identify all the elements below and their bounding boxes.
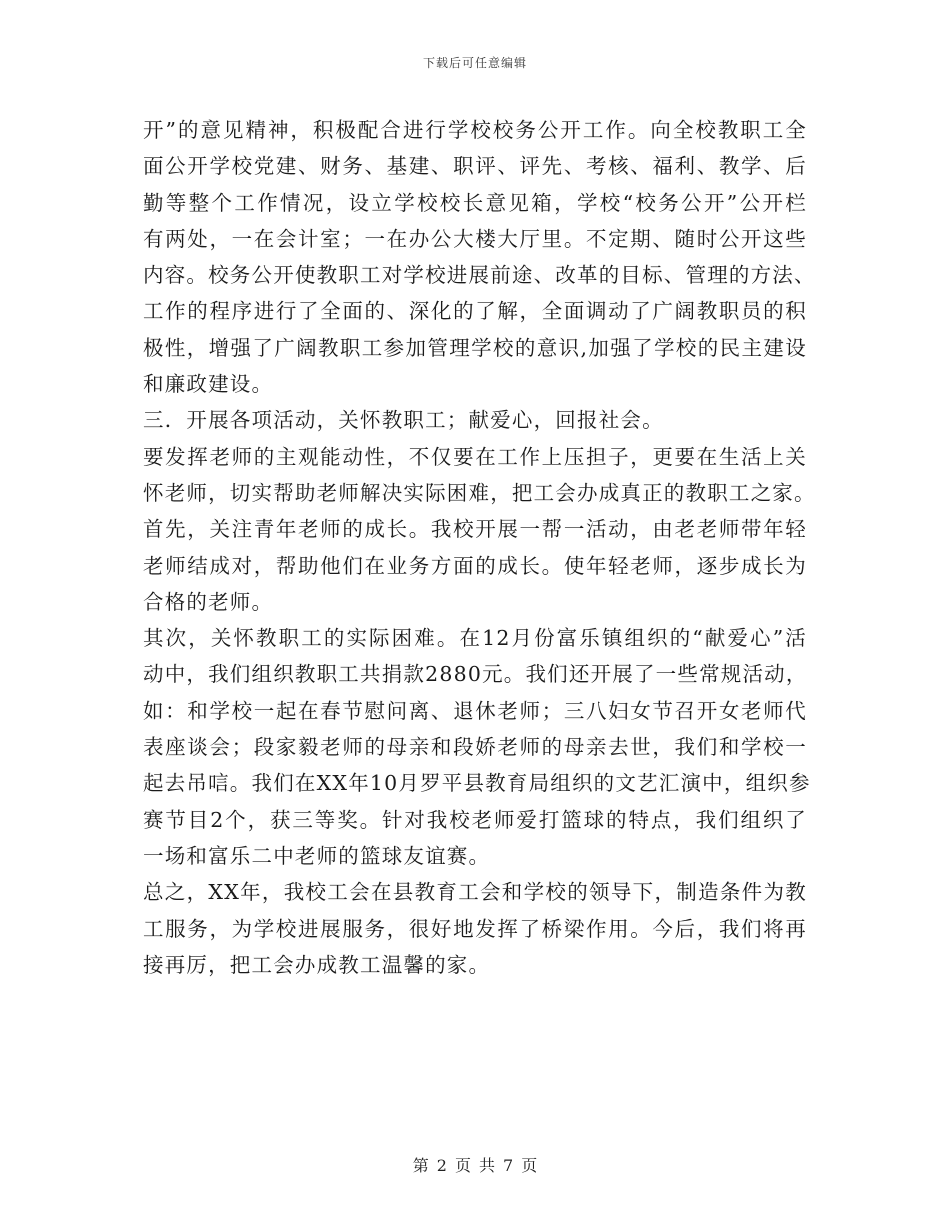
- page-current: 2: [436, 1156, 447, 1175]
- body-line: 接再厉，把工会办成教工温馨的家。: [143, 952, 491, 977]
- section-heading: 三．开展各项活动，关怀教职工；献爱心，回报社会。: [143, 408, 664, 433]
- body-line: 首先，关注青年老师的成长。我校开展一帮一活动，由老老师带年轻: [143, 517, 807, 542]
- body-line: 勤等整个工作情况，设立学校校长意见箱，学校“校务公开”公开栏: [143, 190, 807, 215]
- body-line: 怀老师，切实帮助老师解决实际困难，把工会办成真正的教职工之家。: [143, 480, 816, 505]
- body-line: 动中，我们组织教职工共捐款2880元。我们还开展了一些常规活动，: [143, 662, 808, 687]
- body-line: 工作的程序进行了全面的、深化的了解，全面调动了广阔教职员的积: [143, 299, 807, 324]
- page-header: 下载后可任意编辑: [422, 56, 527, 70]
- body-line: 总之，XX年，我校工会在县教育工会和学校的领导下，制造条件为教: [143, 880, 807, 905]
- body-line: 工服务，为学校进展服务，很好地发挥了桥梁作用。今后，我们将再: [143, 916, 807, 941]
- document-body: [143, 112, 816, 983]
- body-line: 老师结成对，帮助他们在业务方面的成长。使年轻老师，逐步成长为: [143, 553, 807, 578]
- body-line: 赛节目2个，获三等奖。针对我校老师爱打篮球的特点，我们组织了: [143, 807, 807, 832]
- body-line: 有两处，一在会计室；一在办公大楼大厅里。不定期、随时公开这些: [143, 226, 807, 251]
- body-line: 和廉政建设。: [143, 372, 274, 397]
- body-line: 其次，关怀教职工的实际困难。在12月份富乐镇组织的“献爱心”活: [143, 626, 807, 651]
- page-footer: [0, 1153, 950, 1176]
- body-line: 一场和富乐二中老师的篮球友谊赛。: [143, 843, 491, 868]
- body-line: 要发挥老师的主观能动性，不仅要在工作上压担子，更要在生活上关: [143, 444, 807, 469]
- body-line: 如：和学校一起在春节慰问离、退休老师；三八妇女节召开女老师代: [143, 698, 807, 723]
- body-line: 开”的意见精神，积极配合进行学校校务公开工作。向全校教职工全: [143, 118, 807, 142]
- page-total: 7: [503, 1156, 514, 1175]
- body-line: 面公开学校党建、财务、基建、职评、评先、考核、福利、教学、后: [143, 154, 807, 179]
- body-line: 极性，增强了广阔教职工参加管理学校的意识,加强了学校的民主建设: [143, 335, 807, 360]
- page-mid: 页: [454, 1156, 471, 1175]
- body-line: 表座谈会；段家毅老师的母亲和段娇老师的母亲去世，我们和学校一: [143, 735, 807, 760]
- body-line: 合格的老师。: [143, 589, 274, 614]
- page-prefix: 第: [412, 1156, 429, 1175]
- body-line: 起去吊唁。我们在XX年10月罗平县教育局组织的文艺汇演中，组织参: [143, 771, 811, 796]
- body-line: 内容。校务公开使教职工对学校进展前途、改革的目标、管理的方法、: [143, 263, 816, 288]
- page-suffix: 页: [521, 1156, 538, 1175]
- page-total-label: 共: [479, 1156, 496, 1175]
